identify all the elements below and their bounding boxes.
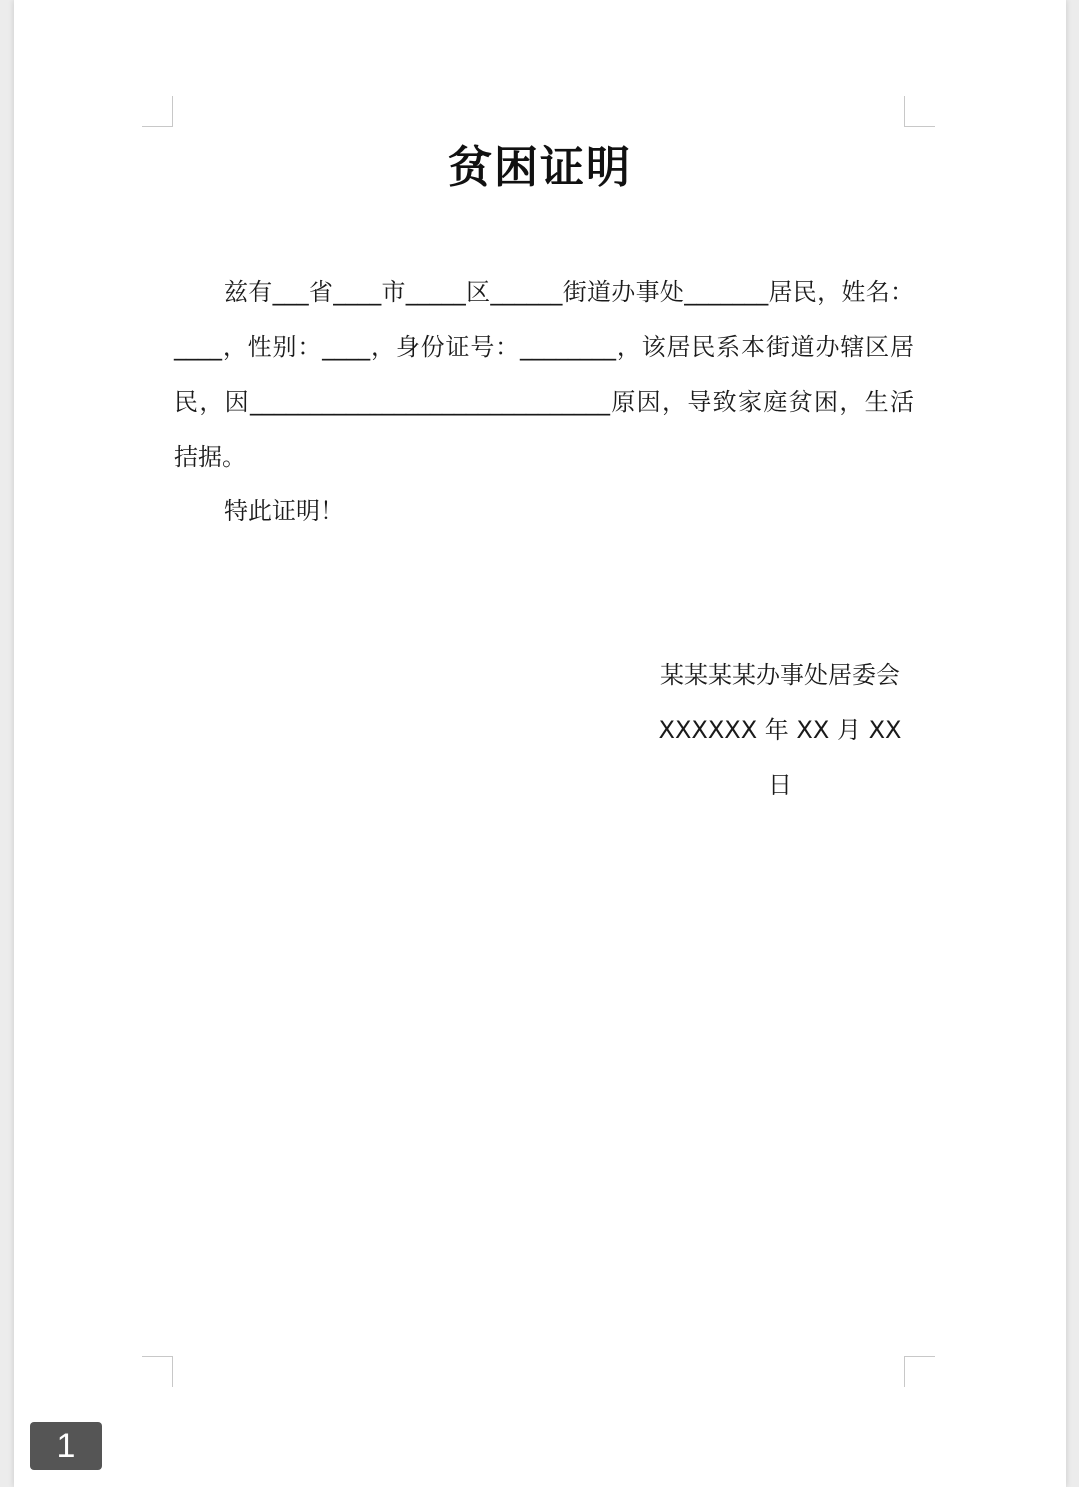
signature-organization: 某某某某办事处居委会 (660, 661, 900, 689)
document-title: 贫困证明 (448, 142, 632, 193)
closing-statement: 特此证明！ (224, 497, 344, 525)
margin-marker-top-right (904, 96, 935, 127)
document-body-paragraph: 兹有___省____市_____区______街道办事处_______居民，姓名：____，性别：____，身份证号：________，该居民系本街道办辖区居民，因______________________________原因，导致家庭贫困，生活拮据。 (174, 278, 914, 471)
margin-marker-bottom-left (142, 1356, 173, 1387)
signature-block (650, 648, 910, 813)
page-number-indicator[interactable]: 1 (30, 1422, 102, 1470)
margin-marker-top-left (142, 96, 173, 127)
margin-marker-bottom-right (904, 1356, 935, 1387)
signature-date: XXXXXX 年 XX 月 XX 日 (658, 716, 902, 799)
document-page (14, 0, 1066, 1487)
